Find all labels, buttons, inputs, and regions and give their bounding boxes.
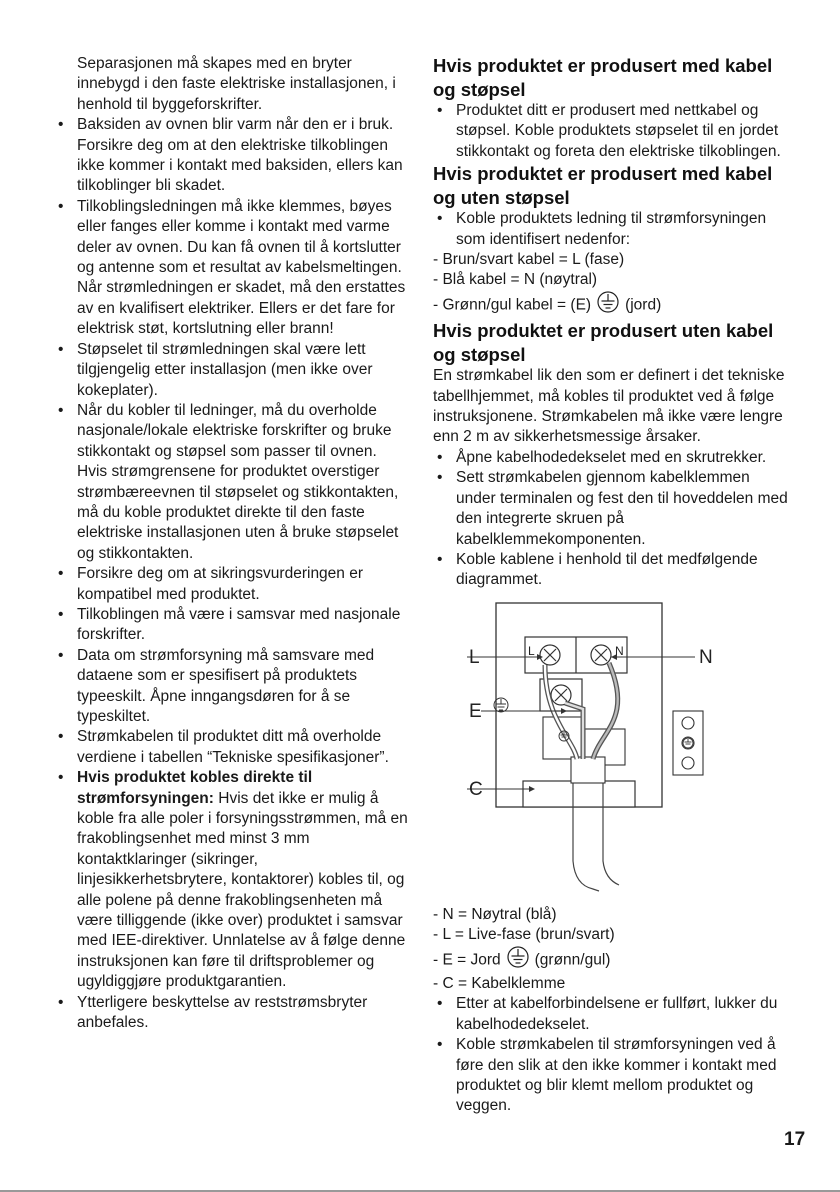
bullet-item: • Tilkoblingen må være i samsvar med nasjonale forskrifter. — [54, 605, 410, 646]
bullet-item: • Åpne kabelhodedekselet med en skrutrekker. — [433, 448, 793, 468]
bullet-item: • Forsikre deg om at sikringsvurderingen er kompatibel med produktet. — [54, 564, 410, 605]
screw-icon — [591, 645, 611, 665]
left-column — [54, 54, 410, 1034]
wiring-diagram — [433, 599, 793, 897]
screw-icon — [540, 645, 560, 665]
bullet-item: • Produktet ditt er produsert med nettkabel og støpsel. Koble produktets støpselet til en jordet stikkontakt og foreta den elektriske tilkoblingen. — [433, 101, 793, 162]
cable-paragraph: En strømkabel lik den som er definert i det tekniske tabellhjemmet, må kobles til produktet ved å følge instruksjonene. Strømkabelen må ikke være lengre enn 2 m av sikkerhetsmessige årsaker. — [433, 367, 785, 446]
section-heading: Hvis produktet er produsert uten kabel og støpsel — [433, 320, 774, 365]
bullet-list — [433, 209, 793, 250]
right-column — [433, 54, 793, 1117]
section-heading: Hvis produktet er produsert med kabel og uten støpsel — [433, 163, 773, 208]
bullet-item: • Strømkabelen til produktet ditt må overholde verdiene i tabellen “Tekniske spesifikasjoner”. — [54, 727, 410, 768]
bullet-list — [433, 448, 793, 591]
bullet-item: • Sett strømkabelen gjennom kabelklemmen under terminalen og fest den til hoveddelen med den integrerte skruen på kabelklemmekomponenten. — [433, 468, 793, 550]
cable-clamp — [523, 781, 635, 807]
page-number: 17 — [784, 1129, 806, 1150]
diagram-label-N: N — [699, 646, 713, 668]
bullet-text: Hvis det ikke er mulig å koble fra alle poler i forsyningsstrømmen, må en frakoblingsenhet med minst 3 mm kontaktklaringer (sikringer, linjesikkerhetsbrytere, kontaktorer) kobles til, og alle polene på denne frakoblingsenheten må være tilliggende (ikke over) produktet i samsvar med IEE-direktiver. Unnlatelse av å følge denne instruksjonen kan føre til driftsproblemer og ugyldiggjøre produktgarantien. — [77, 789, 408, 991]
legend-n: - N = Nøytral (blå) — [433, 905, 557, 923]
bullet-item: • Ytterligere beskyttelse av reststrømsbryter anbefales. — [54, 993, 410, 1034]
bullet-item: • Koble produktets ledning til strømforsyningen som identifisert nedenfor: — [433, 209, 793, 250]
bullet-item: • Koble strømkabelen til strømforsyningen ved å føre den slik at den ikke kommer i kontakt med produktet og blir klemt mellom produktet og veggen. — [433, 1035, 793, 1117]
earth-symbol-icon — [597, 291, 619, 319]
bullet-item: • Koble kablene i henhold til det medfølgende diagrammet. — [433, 550, 793, 591]
legend-e — [433, 946, 793, 974]
legend-l: - L = Live-fase (brun/svart) — [433, 926, 615, 944]
wire-green-text: - Grønn/gul kabel = (E) — [433, 296, 592, 314]
intro-paragraph: Separasjonen må skapes med en bryter innebygd i den faste elektriske installasjonen, i henhold til byggeforskrifter. — [77, 55, 396, 113]
bullet-bold-lead: Hvis produktet kobles direkte til strømforsyningen: — [77, 769, 313, 807]
bullet-list — [433, 101, 793, 162]
diagram-label-C: C — [469, 778, 483, 800]
earth-symbol-icon — [507, 946, 529, 974]
safety-bullet-list — [54, 115, 410, 1033]
section-heading: Hvis produktet er produsert med kabel og støpsel — [433, 55, 773, 100]
bullet-item: • Baksiden av ovnen blir varm når den er i bruk. Forsikre deg om at den elektriske tilkoblingen ikke kommer i kontakt med baksiden, ellers kan tilkoblinger bli skadet. — [54, 115, 410, 197]
wire-brown-line: - Brun/svart kabel = L (fase) — [433, 251, 625, 269]
wire-green-line — [433, 291, 793, 319]
terminal-label-N: N — [615, 643, 624, 658]
bullet-list — [433, 994, 793, 1116]
bullet-item: • Data om strømforsyning må samsvare med dataene som er spesifisert på produktets typeeskilt. Åpne inngangsdøren for å se typeskiltet. — [54, 646, 410, 728]
bullet-item-direct-connection — [54, 768, 410, 992]
wire-green-suffix: (jord) — [625, 296, 662, 314]
bullet-item: • Etter at kabelforbindelsene er fullført, lukker du kabelhodedekselet. — [433, 994, 793, 1035]
diagram-label-L: L — [469, 646, 480, 668]
legend-e-suffix: (grønn/gul) — [534, 950, 611, 968]
wire-blue-line: - Blå kabel = N (nøytral) — [433, 271, 598, 289]
bullet-item: • Tilkoblingsledningen må ikke klemmes, bøyes eller fanges eller komme i kontakt med varme deler av ovnen. Du kan få ovnen til å kortslutter og antenne som et resultat av kabelsmeltingen. Når strømledningen er skadet, må den erstattes av en kvalifisert elektriker. Ellers er det fare for elektrisk støt, kortslutning eller brann! — [54, 197, 410, 340]
legend-e-text: - E = Jord — [433, 950, 501, 968]
bullet-item: • Når du kobler til ledninger, må du overholde nasjonale/lokale elektriske forskrifter og bruke stikkontakt og støpsel som passer til ovnen. Hvis strømgrensene for produktet overstiger strømbæreevnen til støpselet og stikkontakten, må du koble produktet direkte til den faste elektriske installasjonen uten å bruke støpselet og stikkontakten. — [54, 401, 410, 564]
bullet-item: • Støpselet til strømledningen skal være lett tilgjengelig etter installasjon (men ikke over kokeplater). — [54, 340, 410, 401]
legend-c: - C = Kabelklemme — [433, 974, 566, 992]
diagram-label-E: E — [469, 700, 482, 722]
wiring-diagram-svg — [433, 599, 793, 897]
terminal-label-L: L — [528, 643, 535, 658]
